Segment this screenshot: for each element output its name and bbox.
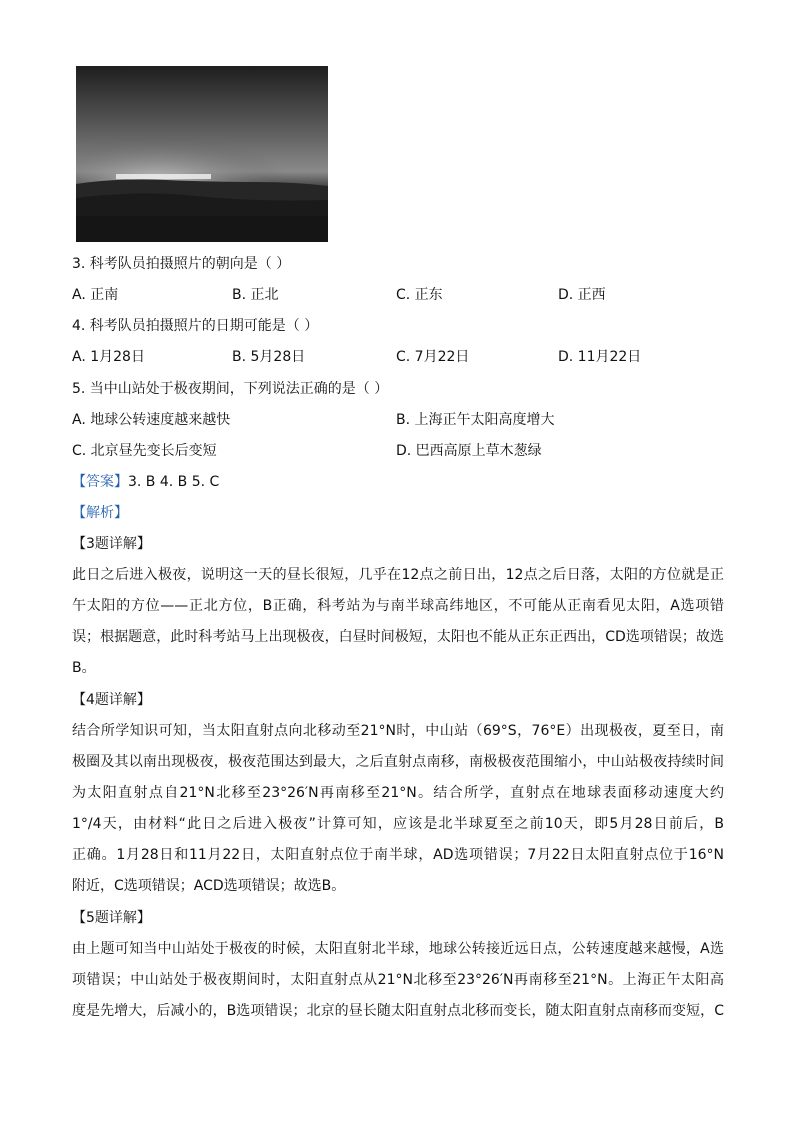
detail-5-line: 由上题可知当中山站处于极夜的时候，太阳直射北半球，地球公转接近远日点，公转速度越来越慢，A选 (72, 941, 724, 957)
detail-3-body (72, 564, 724, 688)
q3-option-b: B. 正北 (232, 287, 279, 303)
detail-3-heading: 【3题详解】 (72, 536, 151, 552)
detail-4-line: 1°/4天，由材料“此日之后进入极夜”计算可知，应该是北半球夏至之前10天，即5月28日前后，B (72, 816, 724, 832)
answer-text: 3. B 4. B 5. C (128, 474, 220, 490)
detail-4-line: 附近，C选项错误；ACD选项错误；故选B。 (72, 878, 346, 894)
question-4-stem: 4. 科考队员拍摄照片的日期可能是（ ） (72, 318, 319, 334)
analysis-tag: 【解析】 (72, 505, 128, 521)
detail-5-line: 项错误；中山站处于极夜期间时，太阳直射点从21°N北移至23°26′N再南移至21°N。上海正午太阳高 (72, 972, 724, 988)
polar-night-photo (76, 66, 328, 242)
detail-4-body (72, 720, 724, 906)
detail-3-line: 午太阳的方位——正北方位，B正确，科考站为与南半球高纬地区，不可能从正南看见太阳，A选项错 (72, 598, 724, 614)
question-5-stem: 5. 当中山站处于极夜期间，下列说法正确的是（ ） (72, 381, 389, 397)
detail-4-heading: 【4题详解】 (72, 692, 151, 708)
detail-4-line: 正确。1月28日和11月22日，太阳直射点位于南半球，AD选项错误；7月22日太阳直射点位于16°N (72, 847, 724, 863)
question-3-stem: 3. 科考队员拍摄照片的朝向是（ ） (72, 256, 291, 272)
detail-5-heading: 【5题详解】 (72, 910, 151, 926)
detail-4-line: 极圈及其以南出现极夜，极夜范围达到最大，之后直射点南移，南极极夜范围缩小，中山站极夜持续时间 (72, 754, 724, 770)
detail-5-line: 度是先增大，后减小的，B选项错误；北京的昼长随太阳直射点北移而变长，随太阳直射点南移而变短，C (72, 1003, 724, 1019)
detail-3-line: 此日之后进入极夜，说明这一天的昼长很短，几乎在12点之前日出，12点之后日落，太阳的方位就是正 (72, 567, 724, 583)
detail-4-line: 为太阳直射点自21°N北移至23°26′N再南移至21°N。结合所学，直射点在地球表面移动速度大约 (72, 785, 724, 801)
photo-graphic (76, 66, 328, 242)
q4-option-a: A. 1月28日 (72, 349, 145, 365)
q5-option-b: B. 上海正午太阳高度增大 (396, 412, 555, 428)
q4-option-c: C. 7月22日 (396, 349, 470, 365)
q4-option-b: B. 5月28日 (232, 349, 306, 365)
answer-line (72, 473, 219, 491)
detail-5-body (72, 938, 724, 1031)
answer-tag: 【答案】 (72, 474, 128, 490)
q3-option-d: D. 正西 (558, 287, 606, 303)
q5-option-c: C. 北京昼先变长后变短 (72, 443, 217, 459)
detail-3-line: 误；根据题意，此时科考站马上出现极夜，白昼时间极短，太阳也不能从正东正西出，CD选项错误；故选 (72, 629, 724, 645)
detail-3-line: B。 (72, 660, 96, 676)
q3-option-c: C. 正东 (396, 287, 443, 303)
q5-option-a: A. 地球公转速度越来越快 (72, 412, 231, 428)
q4-option-d: D. 11月22日 (558, 349, 642, 365)
detail-4-line: 结合所学知识可知，当太阳直射点向北移动至21°N时，中山站（69°S，76°E）出现极夜，夏至日，南 (72, 723, 724, 739)
q5-option-d: D. 巴西高原上草木葱绿 (396, 443, 542, 459)
q3-option-a: A. 正南 (72, 287, 119, 303)
